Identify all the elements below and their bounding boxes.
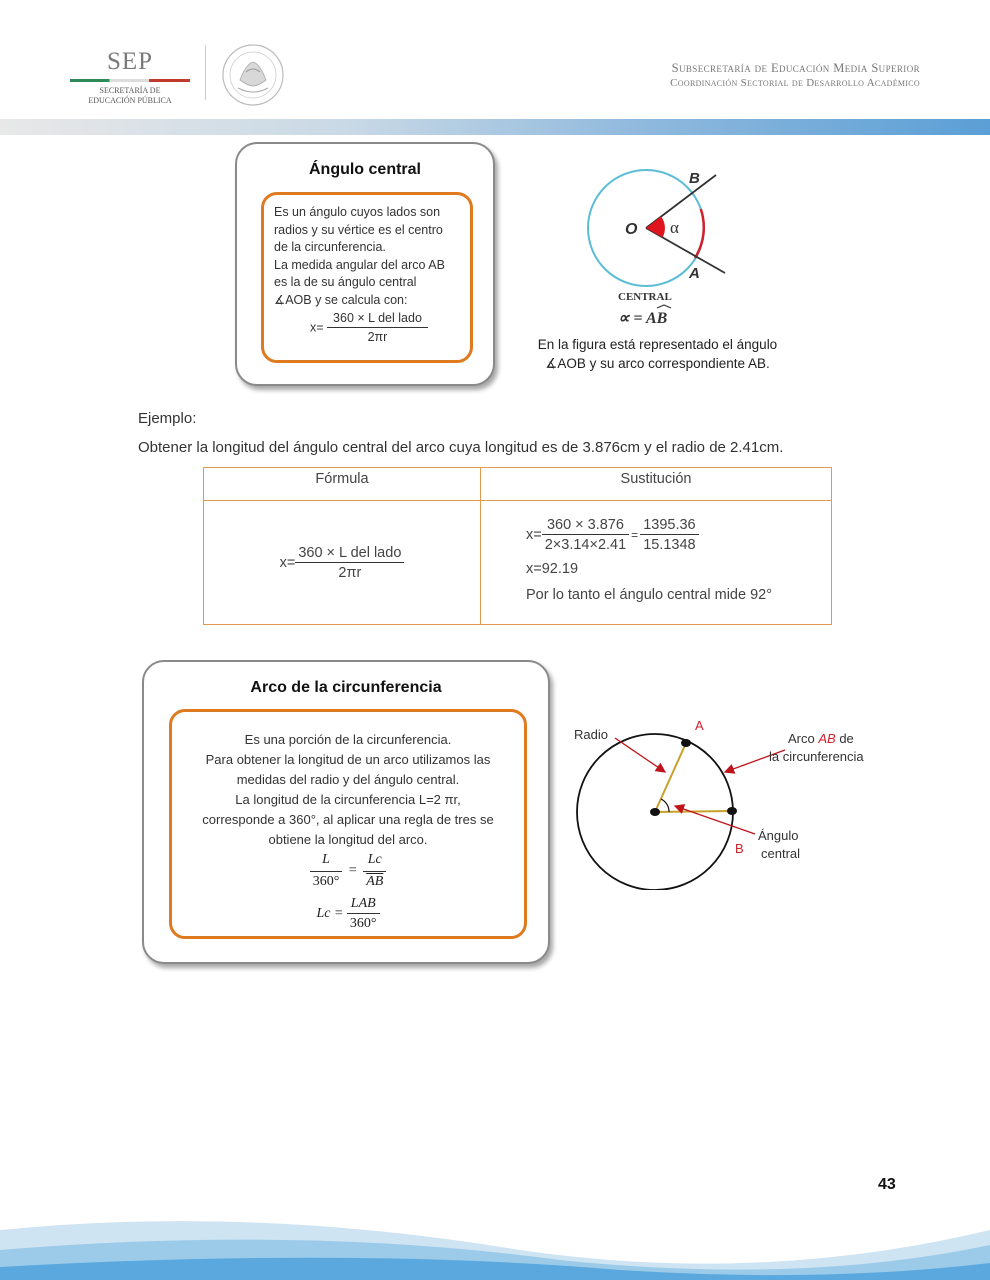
- header-subsecretaria: Subsecretaría de Educación Media Superior: [671, 61, 920, 75]
- central-figure-label-central: CENTRAL: [618, 291, 672, 303]
- arc-figure-label-b: B: [735, 841, 744, 856]
- example-conclusion: Por lo tanto el ángulo central mide 92°: [526, 587, 773, 603]
- central-angle-definition-box: [261, 192, 473, 363]
- sep-logo-tricolor-line: [70, 79, 190, 82]
- central-formula: [310, 311, 428, 344]
- arc-eq1-left-fraction: [310, 852, 343, 890]
- arc-figure-point-a: [681, 739, 691, 747]
- example-sub-denominator-2: 15.1348: [643, 537, 696, 553]
- central-figure-arc: [695, 209, 704, 258]
- page-number: 43: [878, 1176, 896, 1193]
- sep-logo-sub2: EDUCACIÓN PÚBLICA: [88, 96, 172, 105]
- central-formula-fraction: [327, 311, 428, 344]
- arc-figure-point-b: [727, 807, 737, 815]
- arc-figure-label-arco: [788, 731, 854, 746]
- central-figure-label-o: O: [625, 221, 638, 238]
- central-line-6: ∡AOB y se calcula con:: [274, 292, 408, 307]
- example-formula-numerator: 360 × L del lado: [295, 545, 404, 563]
- example-table-header-formula: Fórmula: [204, 468, 481, 501]
- central-line-1: Es un ángulo cuyos lados son: [274, 205, 441, 219]
- example-sub-numerator-1: 360 × 3.876: [542, 517, 629, 535]
- arc-figure-label-central: central: [761, 846, 801, 861]
- central-figure-arc-hat: [657, 305, 671, 308]
- central-figure-label-eq: ∝ = AB: [618, 310, 668, 327]
- example-formula-fraction: [295, 545, 404, 581]
- example-label: Ejemplo:: [138, 410, 197, 427]
- arc-figure-label-arco-word: Arco: [788, 731, 815, 746]
- central-angle-card: [235, 142, 495, 386]
- header-coordinacion: Coordinación Sectorial de Desarrollo Académico: [670, 77, 920, 89]
- central-line-2: radios y su vértice es el centro: [274, 222, 443, 237]
- sep-logo: [70, 48, 190, 106]
- arc-figure-label-arco-de: de: [839, 731, 854, 746]
- arc-line-1: Es una porción de la circunferencia.: [244, 732, 452, 747]
- example-sub-fraction-2: [640, 517, 698, 553]
- arc-eq1-right-numerator: Lc: [363, 852, 386, 872]
- arc-figure-angle-arrow: [675, 806, 755, 834]
- sep-logo-sub1: SECRETARÍA DE: [99, 86, 161, 95]
- example-formula-prefix: x=: [279, 554, 296, 571]
- central-angle-figure: [575, 165, 735, 330]
- arc-line-4: La longitud de la circunferencia L=2 πr,: [235, 792, 461, 807]
- example-sub-equals: =: [631, 528, 639, 542]
- example-table-body-row: [204, 501, 832, 625]
- central-figure-caption: [520, 335, 795, 373]
- arc-eq1-right-fraction: [363, 852, 386, 890]
- arc-line-6: obtiene la longitud del arco.: [268, 832, 428, 847]
- arc-eq2-numerator: LAB: [347, 896, 380, 914]
- arc-title: Arco de la circunferencia: [250, 679, 442, 696]
- arc-figure-angle-mark: [661, 799, 669, 812]
- example-sub-fraction-1: [542, 517, 629, 553]
- arc-figure-radius-a: [655, 743, 686, 812]
- central-formula-numerator: 360 × L del lado: [327, 311, 428, 328]
- example-sub-prefix: x=: [526, 527, 542, 543]
- example-table-header-row: [204, 468, 832, 501]
- arc-figure-radio-arrow: [615, 738, 665, 772]
- arc-definition-box: [169, 709, 527, 939]
- arc-figure-label-arco-line2: la circunferencia: [769, 749, 864, 764]
- arc-eq1-sign: =: [348, 863, 357, 878]
- arc-line-3: medidas del radio y del ángulo central.: [236, 772, 460, 787]
- sep-logo-word: SEP: [106, 48, 154, 75]
- central-angle-definition: [274, 204, 470, 309]
- central-angle-title: Ángulo central: [308, 161, 421, 178]
- example-table-formula-cell: [204, 501, 481, 625]
- arc-card: [142, 660, 550, 964]
- arc-line-2: Para obtener la longitud de un arco utilizamos las: [205, 752, 491, 767]
- example-table-header-substitution: Sustitución: [481, 468, 832, 501]
- central-figure-label-a: A: [689, 265, 700, 282]
- central-line-5: es la de su ángulo central: [274, 275, 417, 289]
- arc-equation-1: [172, 852, 524, 890]
- arc-eq2-denominator: 360°: [349, 916, 377, 931]
- arc-figure-label-arco-ab: AB: [818, 731, 836, 746]
- example-table-substitution-cell: [481, 501, 832, 625]
- arc-eq1-left-denominator: 360°: [312, 874, 340, 889]
- arc-definition: [172, 730, 524, 850]
- arc-figure-center-point: [650, 808, 660, 816]
- header-institution: [670, 61, 920, 89]
- example-result: x=92.19: [526, 561, 579, 577]
- central-line-3: de la circunferencia.: [274, 240, 386, 254]
- national-seal-icon: [218, 42, 288, 108]
- example-table: [203, 467, 832, 625]
- central-formula-denominator: 2πr: [367, 330, 388, 344]
- central-figure-label-b: B: [689, 170, 700, 187]
- arc-eq1-right-denominator: AB: [366, 874, 384, 889]
- example-substitution-expression: [526, 517, 830, 553]
- example-sub-numerator-2: 1395.36: [640, 517, 698, 535]
- arc-equation-2: [172, 896, 524, 932]
- arc-figure-label-radio: Radio: [574, 727, 608, 742]
- central-caption-line-2: ∡AOB y su arco correspondiente AB.: [545, 356, 770, 371]
- central-formula-prefix: x=: [310, 320, 324, 335]
- arc-figure: [565, 710, 885, 890]
- header-divider: [205, 45, 206, 100]
- header-band: [0, 119, 990, 135]
- arc-figure-label-angulo: Ángulo: [758, 828, 799, 843]
- central-figure-label-alpha: α: [670, 218, 679, 237]
- central-caption-line-1: En la figura está representado el ángulo: [537, 337, 778, 352]
- arc-eq2-fraction: [347, 896, 380, 932]
- arc-figure-label-a: A: [695, 718, 704, 733]
- arc-eq1-left-numerator: L: [310, 852, 343, 872]
- arc-eq2-lhs: Lc =: [316, 906, 344, 921]
- example-problem: Obtener la longitud del ángulo central del arco cuya longitud es de 3.876cm y el radio de 2.41cm.: [138, 439, 784, 456]
- arc-line-5: corresponde a 360°, al aplicar una regla de tres se: [202, 812, 494, 827]
- footer-waves: [0, 1175, 990, 1280]
- central-line-4: La medida angular del arco AB: [274, 257, 445, 272]
- example-sub-denominator-1: 2×3.14×2.41: [544, 537, 627, 553]
- example-formula-denominator: 2πr: [338, 564, 362, 581]
